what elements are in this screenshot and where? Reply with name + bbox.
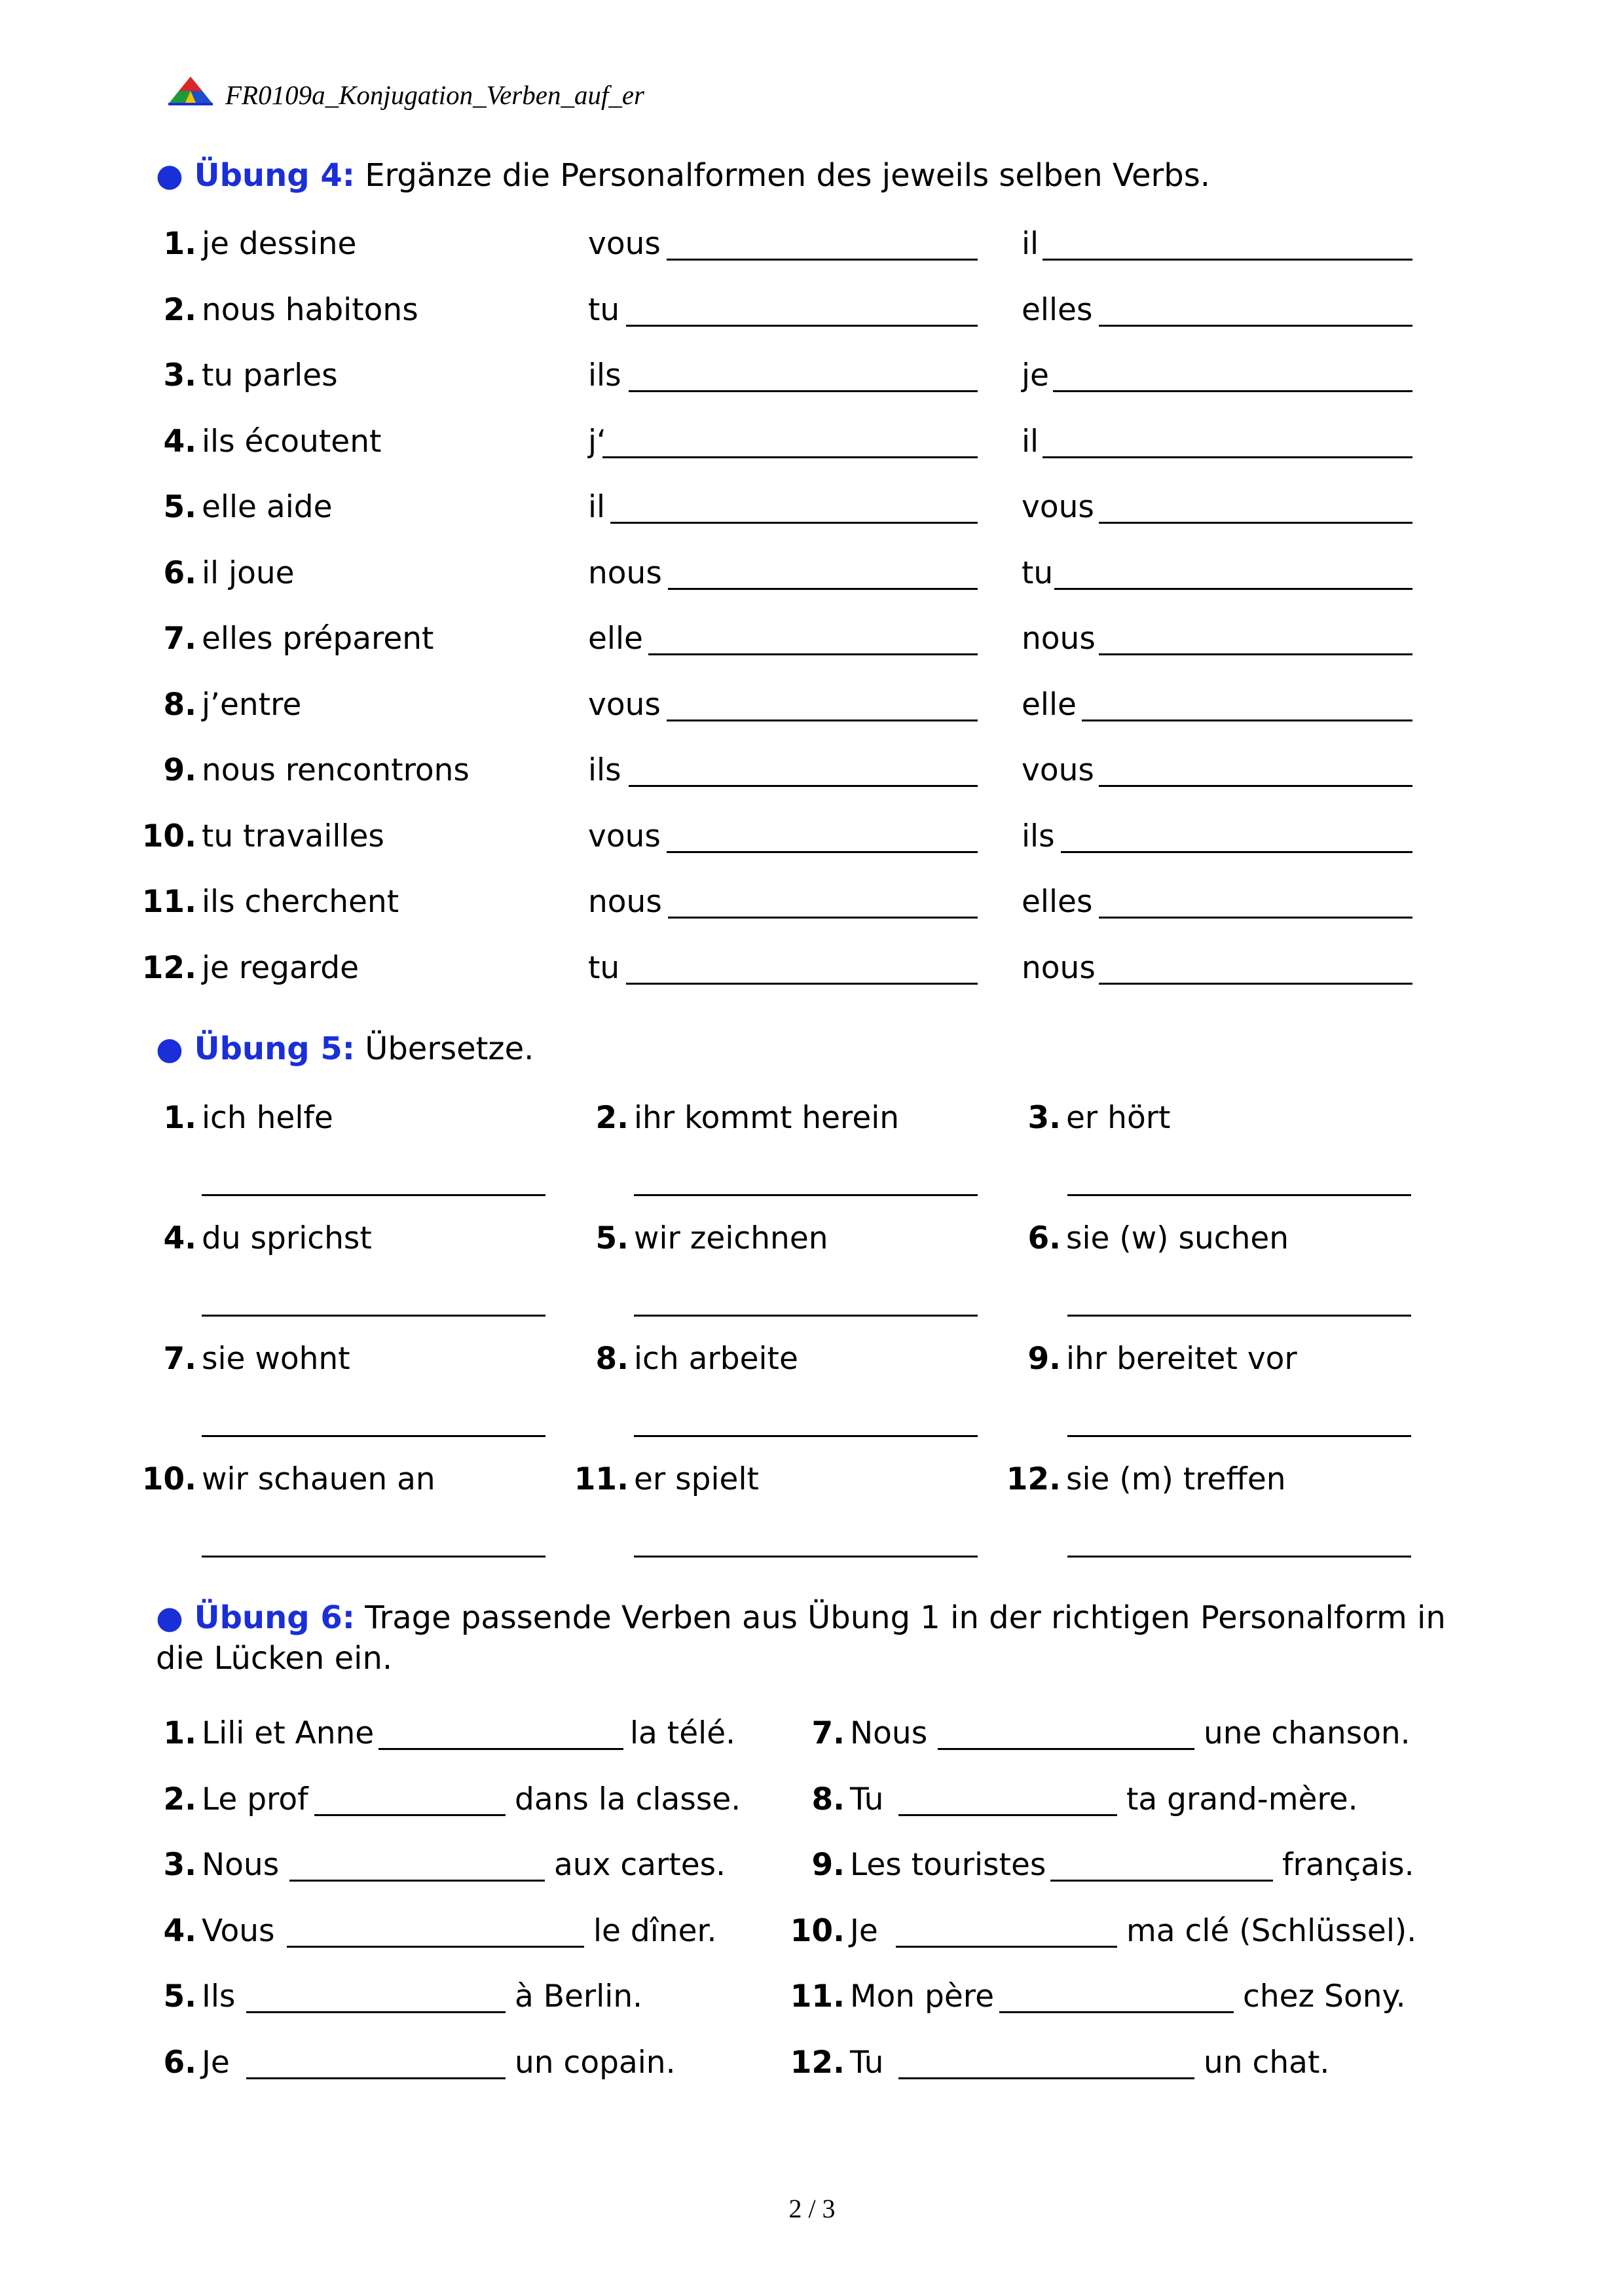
ex4-answer-blank-3[interactable]: [1099, 325, 1412, 327]
ex5-item-text: sie wohnt: [202, 1341, 350, 1377]
ex4-pronoun-3: il: [1022, 226, 1039, 262]
ex5-translation-blank[interactable]: [634, 1194, 978, 1196]
exercise-6-label: ● Übung 6:: [156, 1599, 355, 1636]
ex4-row-number: 11.: [141, 884, 196, 920]
ex4-answer-blank-3[interactable]: [1054, 588, 1412, 590]
ex4-answer-blank-3[interactable]: [1099, 653, 1412, 655]
ex4-answer-blank-2[interactable]: [629, 785, 978, 787]
ex5-item-text: wir schauen an: [202, 1461, 435, 1497]
ex6-item-number: 6.: [163, 2044, 196, 2081]
page-number: 2 / 3: [788, 2194, 836, 2223]
ex5-item-number: 3.: [1027, 1100, 1061, 1136]
ex4-answer-blank-2[interactable]: [626, 325, 978, 327]
ex6-verb-blank[interactable]: [898, 2077, 1194, 2079]
pyramid-logo-icon: [167, 75, 214, 107]
ex5-translation-blank[interactable]: [202, 1556, 545, 1558]
ex4-answer-blank-3[interactable]: [1053, 390, 1412, 392]
ex4-pronoun-2: ils: [588, 357, 621, 393]
exercise-4-heading: [156, 156, 1210, 195]
ex4-answer-blank-2[interactable]: [668, 917, 978, 919]
ex4-answer-blank-3[interactable]: [1082, 720, 1412, 721]
ex4-pronoun-3: vous: [1022, 489, 1094, 525]
ex4-given-form: tu travailles: [202, 818, 384, 854]
ex4-row-number: 1.: [163, 226, 196, 262]
ex6-item-number: 3.: [163, 1847, 196, 1883]
ex6-item-number: 9.: [811, 1847, 845, 1883]
ex4-pronoun-2: nous: [588, 555, 662, 591]
exercise-5-label: ● Übung 5:: [156, 1030, 355, 1067]
ex5-item-number: 9.: [1027, 1341, 1061, 1377]
ex4-given-form: je regarde: [202, 949, 360, 986]
ex6-item-number: 10.: [790, 1912, 845, 1949]
ex4-pronoun-2: vous: [588, 226, 661, 262]
ex5-item-number: 11.: [574, 1461, 629, 1497]
ex4-answer-blank-2[interactable]: [610, 522, 978, 524]
ex4-pronoun-3: nous: [1022, 949, 1096, 986]
ex5-translation-blank[interactable]: [202, 1194, 545, 1196]
ex4-given-form: il joue: [202, 555, 295, 591]
exercise-4-label: ● Übung 4:: [156, 157, 355, 194]
ex6-verb-blank[interactable]: [999, 2011, 1234, 2013]
ex5-translation-blank[interactable]: [1067, 1194, 1411, 1196]
ex4-pronoun-2: il: [588, 489, 606, 525]
ex6-item-number: 8.: [811, 1781, 845, 1817]
ex6-sentence-end: chez Sony.: [1243, 1978, 1406, 2014]
ex5-translation-blank[interactable]: [1067, 1315, 1411, 1317]
ex6-sentence-start: Je: [202, 2044, 230, 2081]
ex6-item-number: 4.: [163, 1912, 196, 1949]
ex5-item-number: 10.: [141, 1461, 196, 1497]
ex4-answer-blank-2[interactable]: [629, 390, 978, 392]
ex5-translation-blank[interactable]: [634, 1315, 978, 1317]
ex6-sentence-end: une chanson.: [1204, 1715, 1411, 1751]
ex5-translation-blank[interactable]: [202, 1435, 545, 1437]
ex5-item-number: 7.: [163, 1341, 196, 1377]
ex5-item-text: ihr kommt herein: [634, 1100, 900, 1136]
ex6-verb-blank[interactable]: [246, 2077, 506, 2079]
ex4-answer-blank-3[interactable]: [1099, 983, 1412, 985]
ex6-sentence-start: Le prof: [202, 1781, 308, 1817]
ex4-answer-blank-2[interactable]: [626, 983, 978, 985]
ex4-answer-blank-2[interactable]: [648, 653, 978, 655]
ex4-row-number: 9.: [163, 752, 196, 788]
document-title: FR0109a_Konjugation_Verben_auf_er: [225, 80, 645, 110]
ex5-translation-blank[interactable]: [1067, 1435, 1411, 1437]
ex5-item-text: er spielt: [634, 1461, 759, 1497]
ex6-sentence-end: un chat.: [1204, 2044, 1330, 2081]
exercise-5-heading: [156, 1029, 534, 1068]
ex6-verb-blank[interactable]: [287, 1946, 584, 1948]
ex6-item-number: 5.: [163, 1978, 196, 2014]
ex4-row-number: 6.: [163, 555, 196, 591]
ex5-item-number: 4.: [163, 1220, 196, 1256]
ex4-answer-blank-3[interactable]: [1099, 785, 1412, 787]
ex6-item-number: 11.: [790, 1978, 845, 2014]
ex5-item-text: wir zeichnen: [634, 1220, 828, 1256]
ex6-sentence-end: dans la classe.: [515, 1781, 741, 1817]
ex6-verb-blank[interactable]: [246, 2011, 506, 2013]
ex6-sentence-end: ma clé (Schlüssel).: [1126, 1912, 1417, 1949]
ex4-pronoun-3: je: [1022, 357, 1049, 393]
ex4-pronoun-3: il: [1022, 423, 1039, 460]
ex6-sentence-end: le dîner.: [593, 1912, 717, 1949]
ex6-item-number: 7.: [811, 1715, 845, 1751]
ex4-row-number: 5.: [163, 489, 196, 525]
ex4-answer-blank-3[interactable]: [1043, 259, 1412, 261]
ex4-given-form: nous habitons: [202, 291, 418, 328]
ex4-given-form: elle aide: [202, 489, 333, 525]
ex4-given-form: j’entre: [202, 686, 302, 723]
ex5-item-text: sie (m) treffen: [1066, 1461, 1286, 1497]
ex4-pronoun-2: vous: [588, 686, 661, 723]
ex6-sentence-start: Tu: [850, 1781, 884, 1817]
ex5-item-number: 2.: [595, 1100, 629, 1136]
ex4-answer-blank-2[interactable]: [668, 588, 978, 590]
ex6-sentence-start: Tu: [850, 2044, 884, 2081]
ex4-answer-blank-3[interactable]: [1061, 851, 1412, 853]
ex4-pronoun-3: vous: [1022, 752, 1094, 788]
ex5-item-text: sie (w) suchen: [1066, 1220, 1289, 1256]
ex6-sentence-start: Ils: [202, 1978, 236, 2014]
ex6-item-number: 2.: [163, 1781, 196, 1817]
ex6-sentence-start: Mon père: [850, 1978, 994, 2014]
ex4-pronoun-3: nous: [1022, 621, 1096, 657]
ex4-pronoun-2: nous: [588, 884, 662, 920]
ex6-verb-blank[interactable]: [898, 1814, 1117, 1816]
ex6-sentence-start: Nous: [202, 1847, 280, 1883]
ex6-sentence-end: aux cartes.: [554, 1847, 726, 1883]
ex4-given-form: tu parles: [202, 357, 338, 393]
ex4-given-form: elles préparent: [202, 621, 434, 657]
ex4-answer-blank-2[interactable]: [667, 851, 978, 853]
ex6-verb-blank[interactable]: [378, 1748, 623, 1750]
ex5-item-text: ihr bereitet vor: [1066, 1341, 1297, 1377]
ex6-sentence-end: la télé.: [630, 1715, 736, 1751]
ex4-row-number: 8.: [163, 686, 196, 723]
ex4-pronoun-2: tu: [588, 949, 620, 986]
ex5-item-text: du sprichst: [202, 1220, 372, 1256]
ex6-verb-blank[interactable]: [289, 1880, 545, 1882]
ex4-pronoun-2: vous: [588, 818, 661, 854]
ex6-item-number: 1.: [163, 1715, 196, 1751]
ex5-item-number: 6.: [1027, 1220, 1061, 1256]
ex4-given-form: je dessine: [202, 226, 357, 262]
ex6-sentence-start: Vous: [202, 1912, 275, 1949]
exercise-5-instruction: Übersetze.: [354, 1030, 534, 1067]
ex4-pronoun-3: tu: [1022, 555, 1054, 591]
ex4-answer-blank-3[interactable]: [1099, 917, 1412, 919]
ex5-item-number: 5.: [595, 1220, 629, 1256]
ex4-pronoun-2: elle: [588, 621, 643, 657]
ex6-sentence-end: un copain.: [515, 2044, 676, 2081]
ex4-row-number: 2.: [163, 291, 196, 328]
ex5-item-number: 8.: [595, 1341, 629, 1377]
ex4-pronoun-3: elles: [1022, 884, 1093, 920]
ex4-row-number: 10.: [141, 818, 196, 854]
ex4-answer-blank-2[interactable]: [602, 456, 978, 458]
ex5-translation-blank[interactable]: [634, 1556, 978, 1558]
ex4-pronoun-3: elle: [1022, 686, 1077, 723]
ex4-pronoun-2: tu: [588, 291, 620, 328]
ex5-item-text: ich arbeite: [634, 1341, 798, 1377]
ex6-verb-blank[interactable]: [896, 1946, 1117, 1948]
exercise-6-heading: [156, 1597, 1459, 1679]
ex4-pronoun-2: j‘: [588, 423, 606, 460]
ex6-sentence-end: à Berlin.: [515, 1978, 643, 2014]
ex6-sentence-start: Lili et Anne: [202, 1715, 375, 1751]
exercise-4-instruction: Ergänze die Personalformen des jeweils selben Verbs.: [354, 157, 1210, 194]
ex6-sentence-start: Nous: [850, 1715, 928, 1751]
ex6-sentence-start: Les touristes: [850, 1847, 1046, 1883]
ex5-item-text: er hört: [1066, 1100, 1171, 1136]
ex5-item-number: 12.: [1006, 1461, 1061, 1497]
ex6-item-number: 12.: [790, 2044, 845, 2081]
ex4-row-number: 3.: [163, 357, 196, 393]
ex4-row-number: 4.: [163, 423, 196, 460]
ex6-sentence-start: Je: [850, 1912, 878, 1949]
ex4-pronoun-3: ils: [1022, 818, 1055, 854]
ex4-pronoun-2: ils: [588, 752, 621, 788]
ex4-given-form: ils cherchent: [202, 884, 399, 920]
ex6-sentence-end: français.: [1282, 1847, 1414, 1883]
ex4-given-form: nous rencontrons: [202, 752, 470, 788]
ex5-translation-blank[interactable]: [634, 1435, 978, 1437]
ex4-row-number: 7.: [163, 621, 196, 657]
ex4-row-number: 12.: [141, 949, 196, 986]
ex5-translation-blank[interactable]: [1067, 1556, 1411, 1558]
ex5-translation-blank[interactable]: [202, 1315, 545, 1317]
exercise-6-instruction: Trage passende Verben aus Übung 1 in der richtigen Personalform in die Lücken ein.: [156, 1599, 1446, 1677]
ex6-sentence-end: ta grand-mère.: [1126, 1781, 1358, 1817]
ex4-answer-blank-3[interactable]: [1043, 456, 1412, 458]
ex4-answer-blank-2[interactable]: [667, 720, 978, 721]
ex4-answer-blank-2[interactable]: [667, 259, 978, 261]
ex4-pronoun-3: elles: [1022, 291, 1093, 328]
ex4-answer-blank-3[interactable]: [1099, 522, 1412, 524]
ex4-given-form: ils écoutent: [202, 423, 382, 460]
ex6-verb-blank[interactable]: [1050, 1880, 1273, 1882]
ex5-item-number: 1.: [163, 1100, 196, 1136]
ex6-verb-blank[interactable]: [314, 1814, 506, 1816]
ex5-item-text: ich helfe: [202, 1100, 333, 1136]
ex6-verb-blank[interactable]: [938, 1748, 1194, 1750]
